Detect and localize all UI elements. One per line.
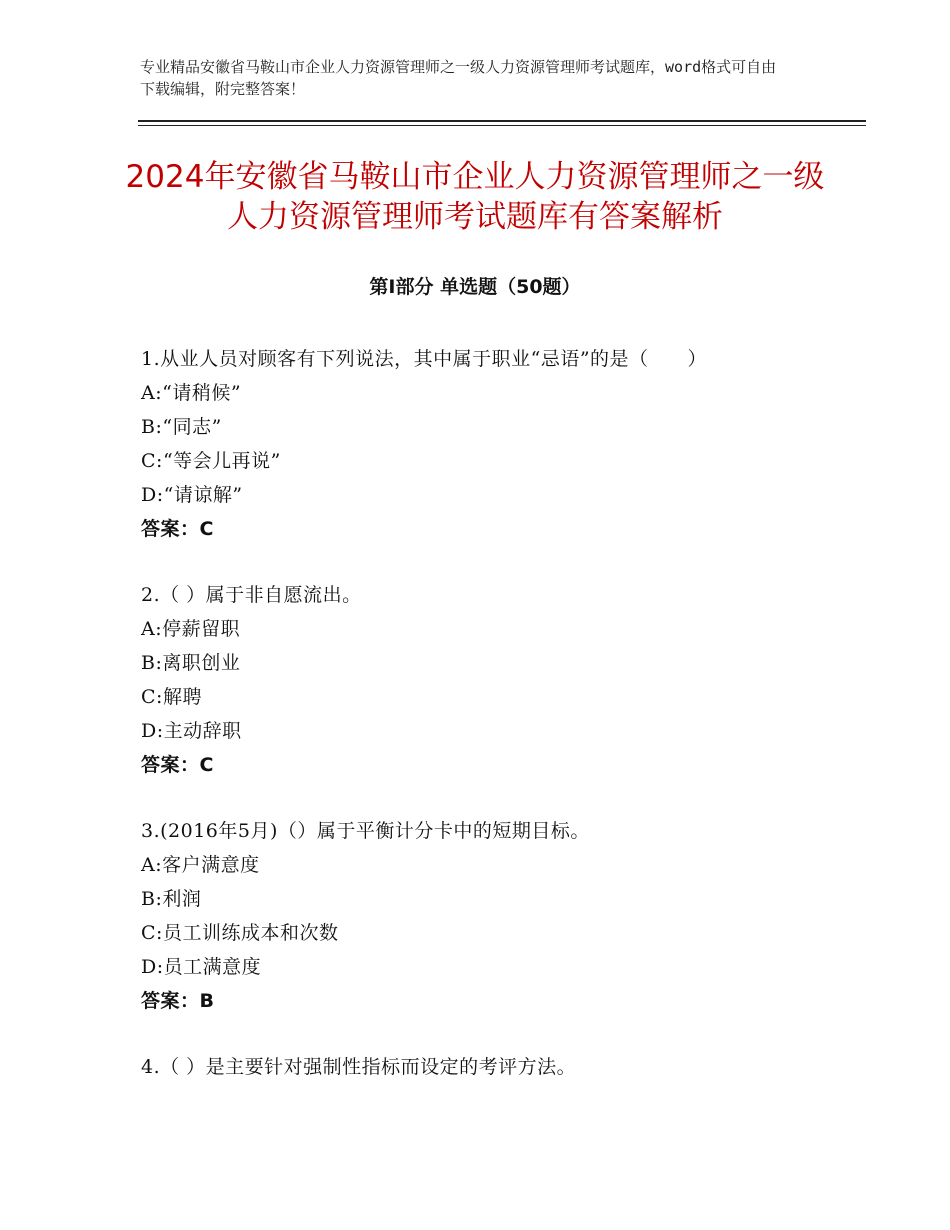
- question-3: [141, 814, 841, 1018]
- section-title: 第Ⅰ部分 单选题（50题）: [369, 276, 581, 298]
- question-list: [141, 342, 841, 1116]
- question-2: [141, 578, 841, 782]
- question-4: [141, 1050, 841, 1084]
- answer: 答案：B: [141, 990, 215, 1012]
- header-note: 专业精品安徽省马鞍山市企业人力资源管理师之一级人力资源管理师考试题库，word格式可自由下载编辑，附完整答案！: [140, 58, 777, 98]
- option-a: A:客户满意度: [141, 854, 260, 876]
- option-b: B:利润: [141, 888, 202, 910]
- question-stem: 1.从业人员对顾客有下列说法，其中属于职业“忌语”的是（ ）: [141, 348, 708, 370]
- option-a: A:“请稍候”: [141, 382, 242, 404]
- answer: 答案：C: [141, 518, 214, 540]
- option-c: C:员工训练成本和次数: [141, 922, 339, 944]
- option-b: B:“同志”: [141, 416, 222, 438]
- option-d: D:员工满意度: [141, 956, 262, 978]
- option-c: C:“等会儿再说”: [141, 450, 281, 472]
- header-rule-thin: [138, 125, 866, 126]
- option-a: A:停薪留职: [141, 618, 241, 640]
- option-b: B:离职创业: [141, 652, 241, 674]
- answer: 答案：C: [141, 754, 214, 776]
- question-1: [141, 342, 841, 546]
- option-c: C:解聘: [141, 686, 202, 708]
- document-title: 2024年安徽省马鞍山市企业人力资源管理师之一级人力资源管理师考试题库有答案解析: [125, 159, 825, 235]
- question-stem: 4.（ ）是主要针对强制性指标而设定的考评方法。: [141, 1056, 577, 1078]
- option-d: D:主动辞职: [141, 720, 242, 742]
- header-rule-thick: [138, 120, 866, 122]
- question-stem: 3.(2016年5月)（）属于平衡计分卡中的短期目标。: [141, 820, 590, 842]
- question-stem: 2.（ ）属于非自愿流出。: [141, 584, 362, 606]
- option-d: D:“请谅解”: [141, 484, 243, 506]
